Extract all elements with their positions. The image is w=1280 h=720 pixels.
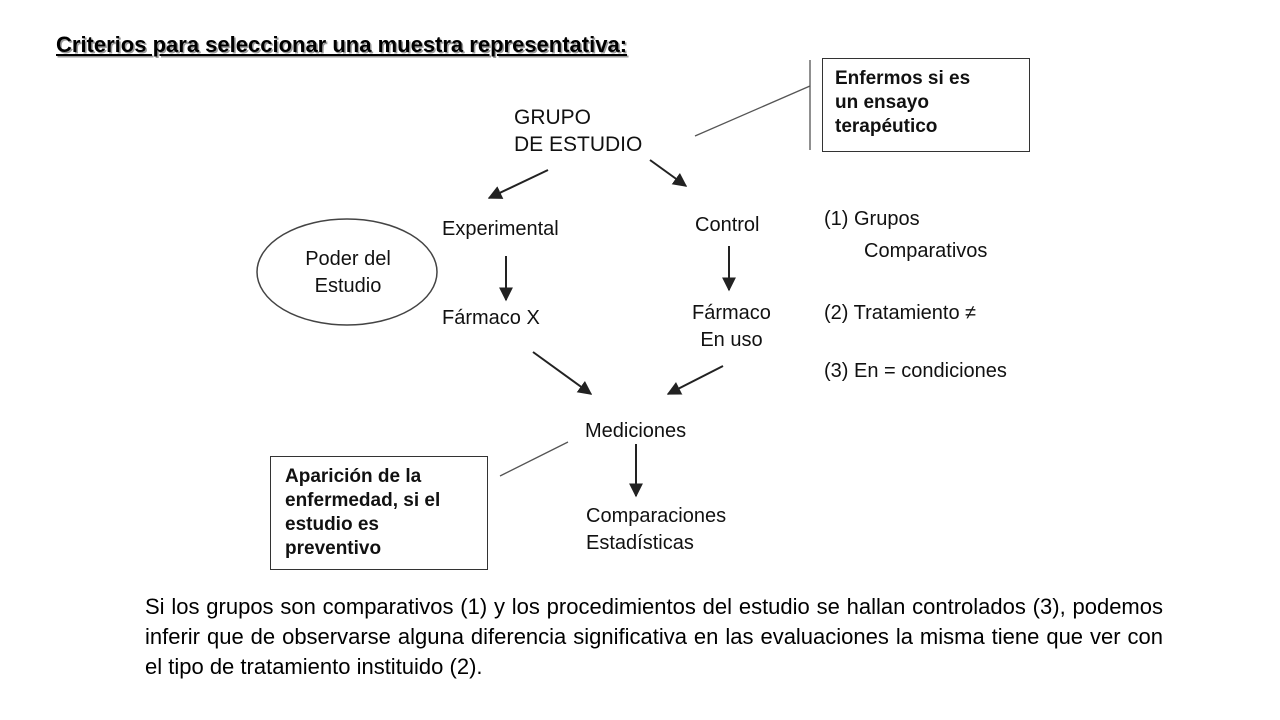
criteria-1: (1) Grupos: [824, 208, 920, 230]
node-grupo-estudio: GRUPO DE ESTUDIO: [514, 106, 643, 156]
aparicion-note-text: Aparición de la enfermedad, si el estudio es preventivo: [285, 466, 441, 559]
callout-line-enfermos: [695, 86, 810, 136]
criteria-1-cont: Comparativos: [864, 240, 988, 262]
enfermos-note-text: Enfermos si es un ensayo terapéutico: [835, 68, 971, 137]
enfermos-note-box: [822, 58, 1030, 152]
arrow-farmaco-en-uso-to-mediciones: [668, 366, 723, 394]
explanation-paragraph: Si los grupos son comparativos (1) y los procedimientos del estudio se hallan controlados (3), podemos inferir que de observarse alguna diferencia significativa en las evaluaciones la misma tiene que ver con el tipo de tratamiento instituido (2).: [145, 594, 1163, 679]
node-mediciones: Mediciones: [585, 420, 687, 442]
criteria-3: (3) En = condiciones: [824, 360, 1007, 382]
criteria-2: (2) Tratamiento ≠: [824, 302, 977, 324]
node-experimental: Experimental: [442, 218, 559, 240]
node-comparaciones: Comparaciones Estadísticas: [586, 505, 727, 554]
page-title: Criterios para seleccionar una muestra representativa:: [56, 32, 628, 57]
node-farmaco-en-uso: Fármaco En uso: [692, 302, 771, 351]
arrow-root-to-experimental: [489, 170, 548, 198]
aparicion-note-box: [270, 456, 488, 570]
arrow-farmaco-x-to-mediciones: [533, 352, 591, 394]
node-farmaco-x: Fármaco X: [442, 307, 540, 329]
arrow-root-to-control: [650, 160, 686, 186]
poder-label: Poder del Estudio: [305, 248, 391, 297]
node-control: Control: [695, 214, 760, 236]
callout-line-aparicion: [500, 442, 568, 476]
